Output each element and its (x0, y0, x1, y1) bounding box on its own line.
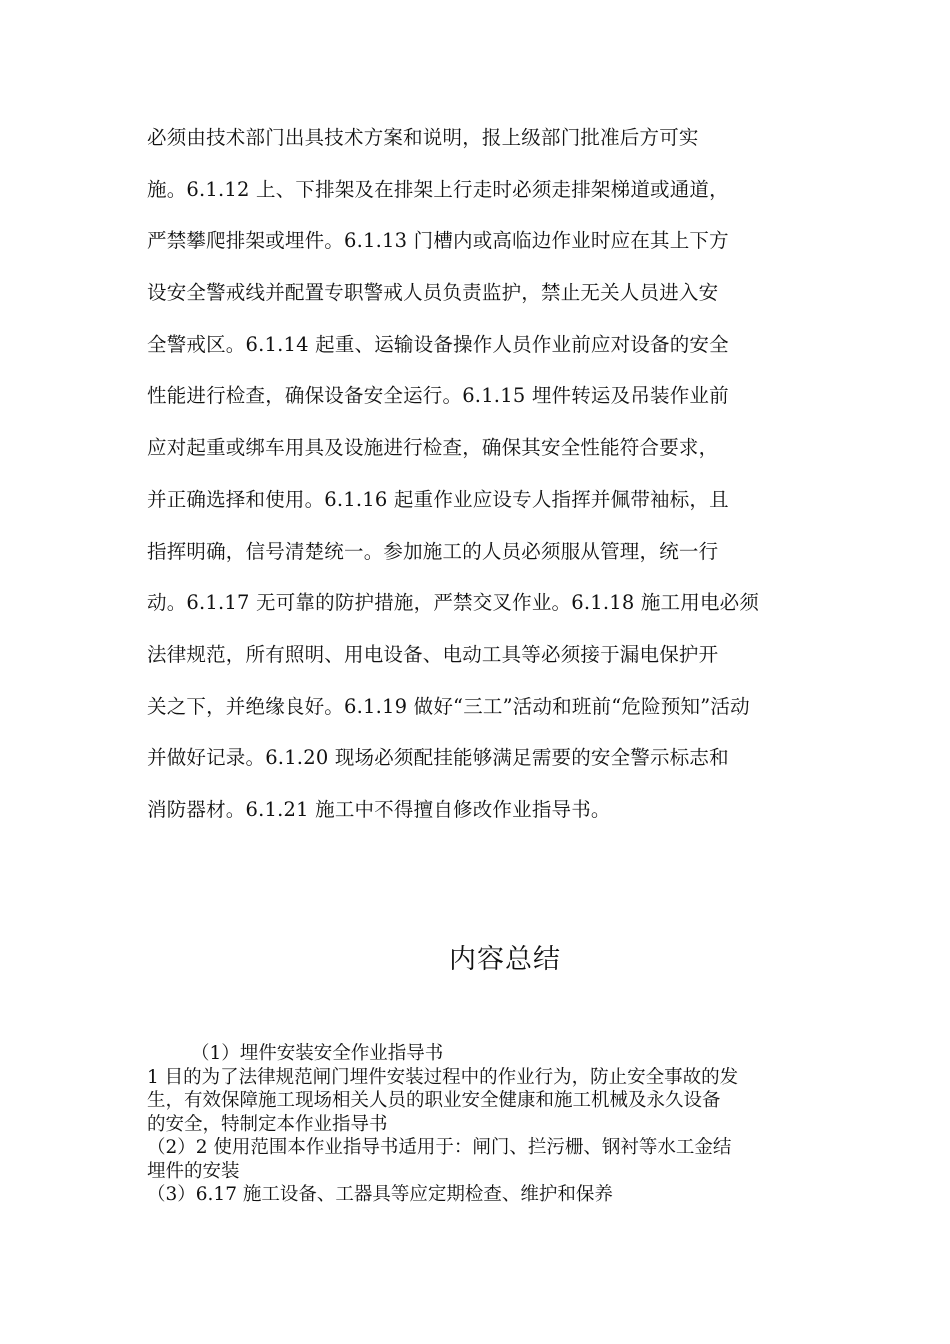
body-line: 消防器材。6.1.21 施工中不得擅自修改作业指导书。 (147, 797, 611, 821)
body-line: 必须由技术部门出具技术方案和说明，报上级部门批准后方可实 (147, 126, 699, 149)
body-line: 动。6.1.17 无可靠的防护措施，严禁交叉作业。6.1.18 施工用电必须 (147, 591, 760, 615)
body-line: 性能进行检查，确保设备安全运行。6.1.15 埋件转运及吊装作业前 (147, 384, 729, 408)
body-line: 严禁攀爬排架或埋件。6.1.13 门槽内或高临边作业时应在其上下方 (147, 229, 729, 253)
summary-line: 的安全，特制定本作业指导书 (147, 1113, 388, 1135)
body-line: 指挥明确，信号清楚统一。参加施工的人员必须服从管理，统一行 (147, 539, 719, 563)
body-line: 施。6.1.12 上、下排架及在排架上行走时必须走排架梯道或通道， (147, 177, 729, 201)
body-line: 应对起重或绑车用具及设施进行检查，确保其安全性能符合要求， (147, 436, 719, 460)
body-text (147, 118, 807, 842)
body-line: 全警戒区。6.1.14 起重、运输设备操作人员作业前应对设备的安全 (147, 332, 729, 356)
summary-line: （2）2 使用范围本作业指导书适用于：闸门、拦污栅、钢衬等水工金结 (147, 1137, 732, 1158)
body-line: 并做好记录。6.1.20 现场必须配挂能够满足需要的安全警示标志和 (147, 746, 729, 770)
summary-line: 生，有效保障施工现场相关人员的职业安全健康和施工机械及永久设备 (147, 1090, 721, 1111)
summary-title: 内容总结 (449, 944, 561, 975)
summary-line: （1）埋件安装安全作业指导书 (191, 1043, 444, 1064)
body-line: 设安全警戒线并配置专职警戒人员负责监护，禁止无关人员进入安 (147, 281, 719, 305)
body-line: 法律规范，所有照明、用电设备、电动工具等必须接于漏电保护开 (147, 642, 719, 666)
body-line: 并正确选择和使用。6.1.16 起重作业应设专人指挥并佩带袖标，且 (147, 487, 729, 511)
body-line: 关之下，并绝缘良好。6.1.19 做好“三工”活动和班前“危险预知”活动 (147, 694, 750, 718)
summary-line: 埋件的安装 (147, 1160, 240, 1182)
summary-line: 1 目的为了法律规范闸门埋件安装过程中的作业行为，防止安全事故的发 (147, 1066, 739, 1088)
summary-line: （3）6.17 施工设备、工器具等应定期检查、维护和保养 (147, 1184, 613, 1205)
summary-section (147, 1042, 817, 1207)
